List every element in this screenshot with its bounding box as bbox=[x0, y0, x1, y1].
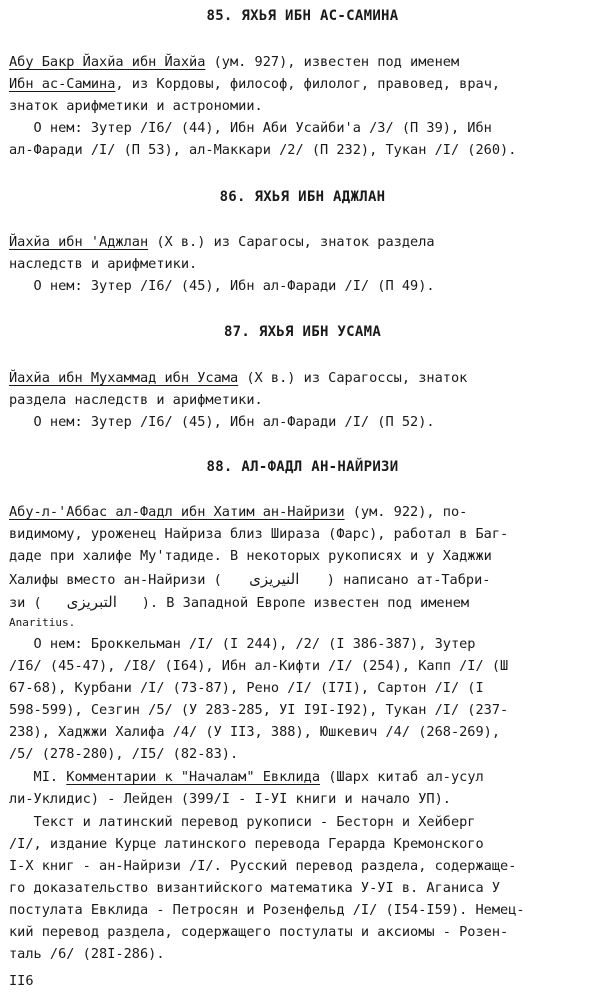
text-line: наследств и арифметики. bbox=[9, 256, 198, 272]
text-line: ли-Уклидис) - Лейден (399/I - I-УI книги и начало УП). bbox=[9, 791, 451, 807]
text-line: О нем: Зутер /I6/ (45), Ибн ал-Фаради /I/ (П 49). bbox=[9, 278, 435, 294]
text-line: I-X книг - ан-Найризи /I/. Русский перевод раздела, содержаще- bbox=[9, 858, 517, 874]
text-line: 238), Хаджжи Халифа /4/ (У II3, 388), Юшкевич /4/ (268-269), bbox=[9, 724, 501, 740]
text-line: Абу Бакр Йахйа ибн Йахйа (ум. 927), известен под именем bbox=[9, 54, 460, 70]
text-line: раздела наследств и арифметики. bbox=[9, 392, 263, 408]
text-line: видимому, уроженец Найриза близ Шираза (Фарс), работал в Баг- bbox=[9, 526, 509, 542]
text-line: го доказательство византийского математика У-УI в. Аганиса У bbox=[9, 880, 501, 896]
text-line: О нем: Зутер /I6/ (44), Ибн Аби Усайби'а /3/ (П 39), Ибн bbox=[9, 120, 492, 136]
text-line: постулата Евклида - Петросян и Розенфельд /I/ (I54-I59). Немец- bbox=[9, 902, 525, 918]
text-line: зи ( التبريزى ). В Западной Европе известен под именем bbox=[9, 593, 470, 611]
text-line: Абу-л-'Аббас ал-Фадл ибн Хатим ан-Найризи (ум. 922), по- bbox=[9, 504, 468, 520]
author-name: Абу-л-'Аббас ал-Фадл ибн Хатим ан-Найризи bbox=[9, 504, 345, 520]
text-line: 598-599), Сезгин /5/ (У 283-285, УI I9I-I92), Тукан /I/ (237- bbox=[9, 702, 509, 718]
text-line: /5/ (278-280), /I5/ (82-83). bbox=[9, 746, 239, 762]
page-number: II6 bbox=[9, 973, 34, 989]
text-line: знаток арифметики и астрономии. bbox=[9, 98, 263, 114]
text-line: 67-68), Курбани /I/ (73-87), Рено /I/ (I7I), Сартон /I/ (I bbox=[9, 680, 484, 696]
text-line: MI. Комментарии к "Началам" Евклида (Шарх китаб ал-усул bbox=[9, 769, 484, 785]
author-name: Йахйа ибн Мухаммад ибн Усама bbox=[9, 370, 239, 386]
section-heading-88: 88. АЛ-ФАДЛ АН-НАЙРИЗИ bbox=[206, 459, 399, 475]
section-heading-85: 85. ЯХЬЯ ИБН АС-САМИНА bbox=[206, 8, 399, 24]
section-heading-87: 87. ЯХЬЯ ИБН УСАМА bbox=[223, 324, 382, 340]
work-title: Комментарии к "Началам" Евклида bbox=[66, 769, 321, 785]
arabic-name-tabrizi: التبريزى bbox=[66, 593, 117, 611]
author-name: Абу Бакр Йахйа ибн Йахйа bbox=[9, 54, 206, 70]
arabic-name-nairizi: النيريزى bbox=[249, 570, 300, 588]
text-line: Йахйа ибн 'Аджлан (X в.) из Сарагосы, знаток раздела bbox=[9, 234, 435, 250]
text-line: Текст и латинский перевод рукописи - Бесторн и Хейберг bbox=[9, 814, 476, 830]
text-line: даде при халифе Му'тадиде. В некоторых рукописях и у Хаджжи bbox=[9, 548, 492, 564]
text-line: О нем: Зутер /I6/ (45), Ибн ал-Фаради /I/ (П 52). bbox=[9, 414, 435, 430]
text-line: таль /6/ (28I-286). bbox=[9, 946, 165, 962]
latin-name: Anaritius. bbox=[9, 616, 76, 629]
section-heading-86: 86. ЯХЬЯ ИБН АДЖЛАН bbox=[219, 189, 386, 205]
author-name: Йахйа ибн 'Аджлан bbox=[9, 234, 149, 250]
text-line: Йахйа ибн Мухаммад ибн Усама (X в.) из Сарагоссы, знаток bbox=[9, 370, 468, 386]
text-line: /I/, издание Курце латинского перевода Герарда Кремонского bbox=[9, 836, 484, 852]
text-line: О нем: Броккельман /I/ (I 244), /2/ (I 386-387), Зутер bbox=[9, 636, 476, 652]
text-line: кий перевод раздела, содержащего постулаты и аксиомы - Розен- bbox=[9, 924, 509, 940]
text-line: ал-Фаради /I/ (П 53), ал-Маккари /2/ (П 232), Тукан /I/ (260). bbox=[9, 142, 517, 158]
text-line: Халифы вместо ан-Найризи ( النيريزى ) написано ат-Табри- bbox=[9, 570, 491, 588]
text-line: /I6/ (45-47), /I8/ (I64), Ибн ал-Кифти /I/ (254), Капп /I/ (Ш bbox=[9, 658, 509, 674]
author-name: Ибн ас-Самина bbox=[9, 76, 116, 92]
text-line: Ибн ас-Самина, из Кордовы, философ, филолог, правовед, врач, bbox=[9, 76, 501, 92]
